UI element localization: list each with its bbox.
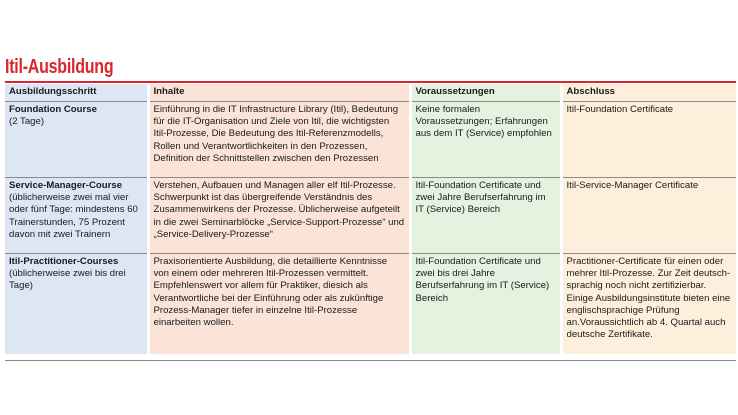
voraussetzungen-cell: Itil-Foundation Certificate und zwei bis drei Jahre Berufserfahrung im IT (Service) Bereich	[410, 254, 561, 354]
page-title: Itil-Ausbildung	[5, 56, 114, 78]
itil-table	[5, 84, 736, 354]
step-name: Service-Manager-Course	[9, 180, 123, 191]
voraussetzungen-cell: Keine formalen Voraussetzungen; Erfahrungen aus dem IT (Service) empfohlen	[410, 102, 561, 178]
inhalte-cell: Einführung in die IT Infrastructure Library (Itil), Bedeutung für die IT-Organisation und Ziele von Itil, die wichtigsten Itil-Prozesse, Die Bedeutung des Itil-Referenzmodells, Rollen und Verantwortlichkeiten in den Prozessen, Definition der Schnittstellen zwischen den Prozessen	[148, 102, 410, 178]
title-rule	[5, 81, 736, 83]
table-row	[5, 254, 736, 354]
table-row	[5, 178, 736, 254]
step-detail: (üblicherweise zwei mal vier oder fünf Tage: mindestens 60 Trainerstunden, 75 Prozent davon mit zwei Trainern	[9, 192, 138, 240]
header-abschluss: Abschluss	[561, 84, 736, 102]
header-row	[5, 84, 736, 102]
step-cell	[5, 102, 148, 178]
step-cell	[5, 178, 148, 254]
inhalte-cell: Praxisorientierte Ausbildung, die detaillierte Kenntnisse von einem oder mehreren Itil-Prozessen vermittelt. Empfehlenswert vor allem für Praktiker, diesich als Verantwortliche bei der Einführung oder als zukünftige Prozess-Manager tiefer in einzelne Itil-Prozesse einarbeiten wollen.	[148, 254, 410, 354]
table-row	[5, 102, 736, 178]
voraussetzungen-cell: Itil-Foundation Certificate und zwei Jahre Berufserfahrung im IT (Service) Bereich	[410, 178, 561, 254]
abschluss-cell: Itil-Service-Manager Certificate	[561, 178, 736, 254]
abschluss-cell: Practitioner-Certificate für einen oder mehrer Itil-Prozesse. Zur Zeit deutsch-sprachig noch nicht zertifizierbar. Einige Ausbildungsinstitute bieten eine englischsprachige Prüfung an.Voraussichtlich ab 4. Quartal auch deutsche Zertifikate.	[561, 254, 736, 354]
step-detail: (2 Tage)	[9, 116, 45, 128]
step-cell	[5, 254, 148, 354]
abschluss-cell: Itil-Foundation Certificate	[561, 102, 736, 178]
inhalte-cell: Verstehen, Aufbauen und Managen aller elf Itil-Prozesse. Schwerpunkt ist das übergreifende Verständnis des Zusammenwirkens der Prozesse. Üblicherweise aufgeteilt in die zwei Seminarblöcke „Service-Support-Prozesse“ und „Service-Delivery-Prozesse“	[148, 178, 410, 254]
step-detail: (üblicherweise zwei bis drei Tage)	[9, 268, 126, 292]
bottom-rule	[5, 360, 736, 361]
step-name: Itil-Practitioner-Courses	[9, 256, 119, 267]
header-voraussetzungen: Voraussetzungen	[410, 84, 561, 102]
header-inhalte: Inhalte	[148, 84, 410, 102]
step-name: Foundation Course	[9, 104, 97, 115]
header-ausbildungsschritt: Ausbildungsschritt	[5, 84, 148, 102]
